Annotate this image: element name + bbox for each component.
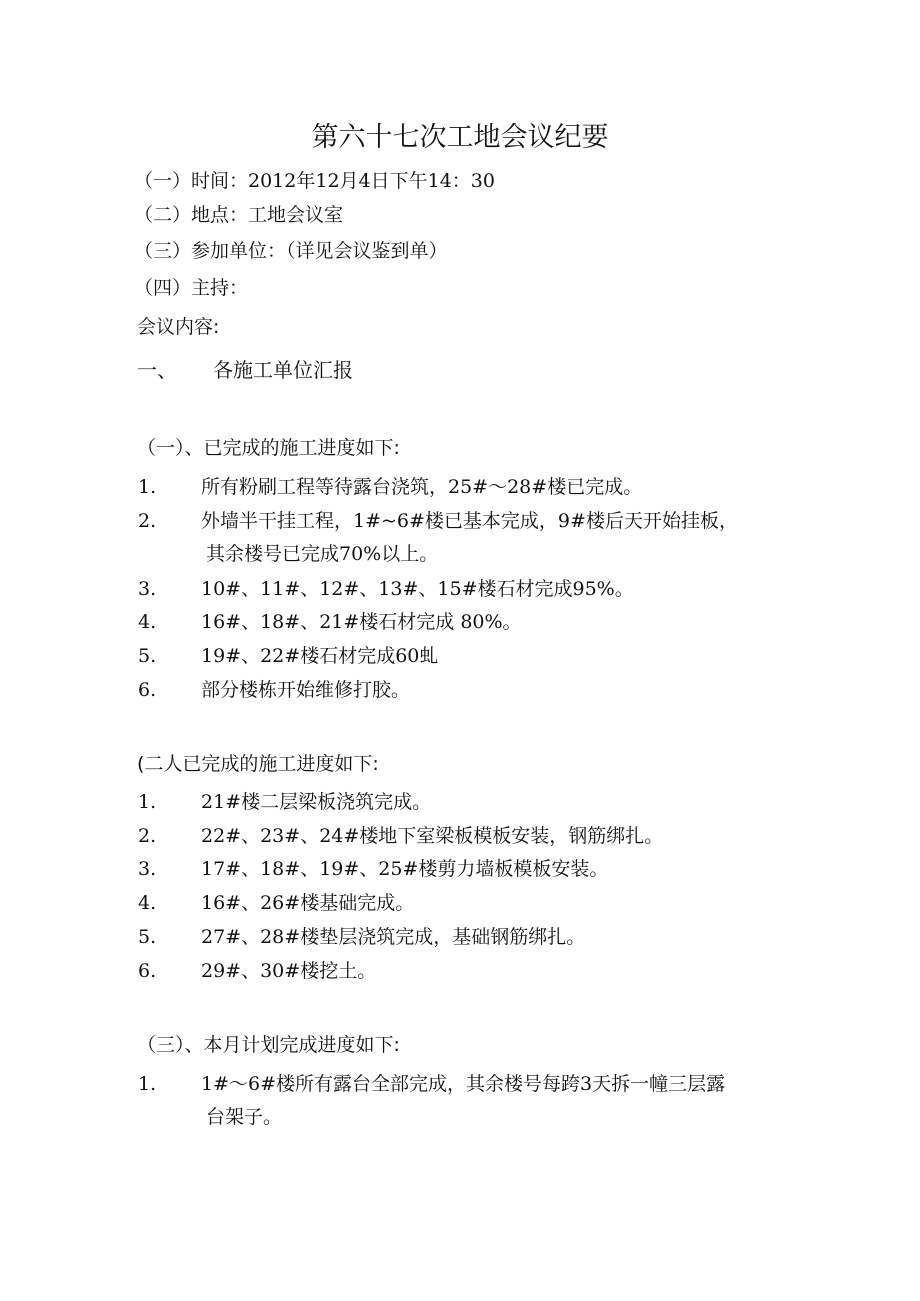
list-item-continuation: 台架子。: [206, 1106, 283, 1128]
list-item: 21#楼二层梁板浇筑完成。: [201, 791, 432, 813]
list-item-number: 2.: [138, 825, 157, 847]
page-title: 第六十七次工地会议纪要: [311, 122, 609, 153]
part-one-heading: [137, 355, 353, 385]
meeting-time: （一）时间：2012年12月4日下午14：30: [134, 170, 495, 192]
list-item-number: 6.: [138, 679, 157, 701]
list-item: 19#、22#楼石材完成60虬: [201, 645, 439, 667]
list-item-number: 1.: [138, 791, 157, 813]
list-item-continuation: 其余楼号已完成70%以上。: [206, 543, 439, 565]
contents-label: 会议内容:: [137, 316, 220, 338]
list-item-number: 2.: [138, 510, 157, 532]
list-item-number: 4.: [138, 892, 157, 914]
part-one-number: 一、: [137, 358, 177, 382]
section-heading: （三）、本月计划完成进度如下:: [137, 1034, 400, 1056]
list-item: 16#、26#楼基础完成。: [201, 892, 415, 914]
list-item: 17#、18#、19#、25#楼剪力墙板模板安装。: [201, 858, 609, 880]
list-item-number: 5.: [138, 926, 157, 948]
list-item-number: 1.: [138, 1073, 157, 1095]
list-item-number: 3.: [138, 858, 157, 880]
list-item: 外墙半干挂工程，1#~6#楼已基本完成，9#楼后天开始挂板，: [201, 510, 738, 532]
list-item: 所有粉刷工程等待露台浇筑，25#～28#楼已完成。: [201, 476, 643, 498]
list-item: 16#、18#、21#楼石材完成 80%。: [201, 611, 522, 633]
list-item: 22#、23#、24#楼地下室梁板模板安装，钢筋绑扎。: [201, 825, 664, 847]
meeting-place: （二）地点：工地会议室: [134, 204, 344, 226]
part-one-label: 各施工单位汇报: [213, 358, 353, 382]
meeting-host: （四）主持：: [134, 277, 249, 299]
list-item-number: 3.: [138, 578, 157, 600]
list-item-number: 5.: [138, 645, 157, 667]
list-item: 29#、30#楼挖土。: [201, 960, 377, 982]
list-item: 27#、28#楼垫层浇筑完成，基础钢筋绑扎。: [201, 926, 586, 948]
list-item-number: 6.: [138, 960, 157, 982]
list-item: 10#、11#、12#、13#、15#楼石材完成95%。: [201, 578, 634, 600]
section-heading: （一）、已完成的施工进度如下:: [137, 437, 400, 459]
section-heading: (二人已完成的施工进度如下:: [137, 753, 379, 775]
list-item-number: 4.: [138, 611, 157, 633]
list-item: 1#～6#楼所有露台全部完成，其余楼号每跨3天拆一幢三层露: [201, 1073, 726, 1095]
list-item-number: 1.: [138, 476, 157, 498]
meeting-units: （三）参加单位：（详见会议鉴到单）: [134, 240, 448, 262]
list-item: 部分楼栋开始维修打胶。: [201, 679, 411, 701]
